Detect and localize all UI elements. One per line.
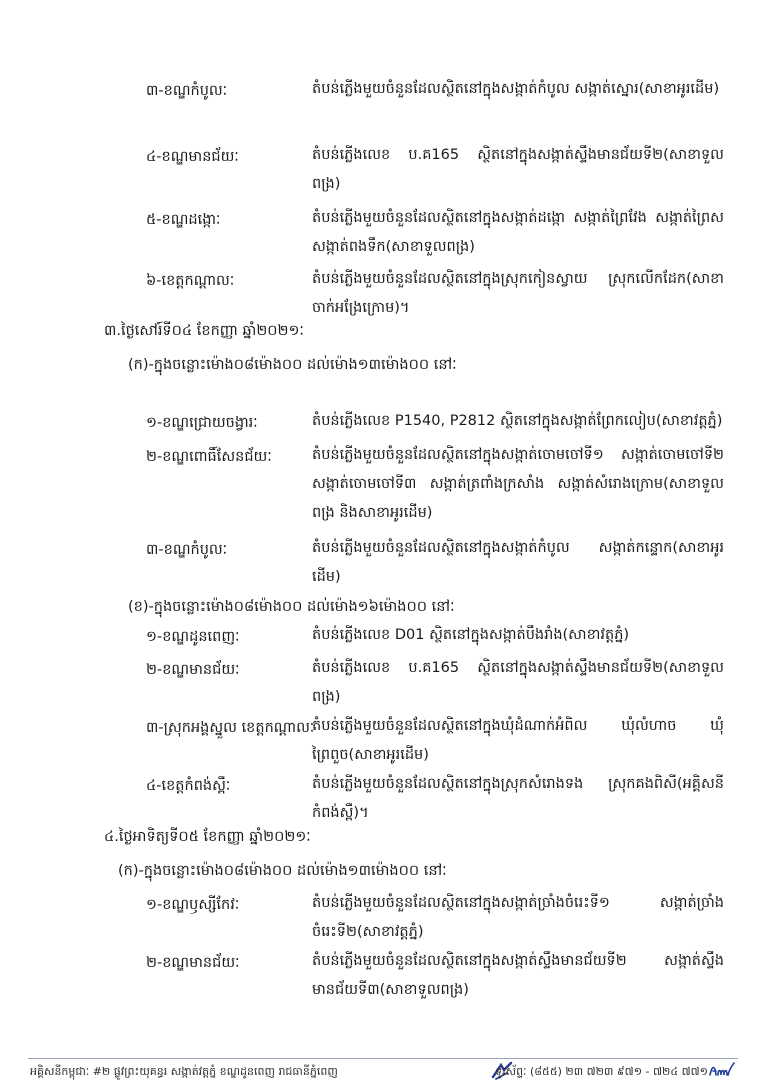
- item-description: តំបន់ភ្លើងមួយចំនួនដែលស្ថិតនៅក្នុងឃុំដំណាក់អំពិល ឃុំលំហាច ឃុំព្រៃពួច(សាខាអូរដើម): [312, 718, 724, 763]
- item-label: ៣-ខណ្ឌកំបូលៈ: [146, 542, 228, 558]
- item-label: ៥-ខណ្ឌដង្កោៈ: [146, 212, 221, 228]
- item-description: តំបន់ភ្លើងលេខ ប.គ165 ស្ថិតនៅក្នុងសង្កាត់ស្ទឹងមានជ័យទី២(សាខាទួលពង្រ): [312, 660, 724, 705]
- item-label: ៤-ខណ្ឌមានជ័យៈ: [146, 149, 239, 165]
- item-label: ៣-ស្រុកអង្គស្នួល ខេត្តកណ្តាលៈ: [146, 720, 315, 736]
- item-label: ២-ខណ្ឌមានជ័យៈ: [146, 662, 240, 678]
- item-description: តំបន់ភ្លើងលេខ ប.គ165 ស្ថិតនៅក្នុងសង្កាត់ស្ទឹងមានជ័យទី២(សាខាទួលពង្រ): [312, 147, 724, 192]
- item-description: តំបន់ភ្លើងលេខ P1540, P2812 ស្ថិតនៅក្នុងសង្កាត់ព្រែកលៀប(សាខាវត្តភ្នំ): [312, 413, 723, 429]
- item-description: តំបន់ភ្លើងលេខ D01 ស្ថិតនៅក្នុងសង្កាត់បឹងរាំង(សាខាវត្តភ្នំ): [312, 627, 630, 643]
- section-heading: ៤.ថ្ងៃអាទិត្យទី០៥ ខែកញ្ញា ឆ្នាំ២០២១ៈ: [104, 829, 311, 845]
- footer-phone: ទូរស័ព្ទៈ (៨៥៥) ២៣ ៧២៣ ៩៧១ - ៧២៤ ៧៧១: [495, 1065, 708, 1078]
- page-footer: [28, 1058, 738, 1087]
- item-label: ៦-ខេត្តកណ្តាលៈ: [146, 273, 235, 289]
- item-description: តំបន់ភ្លើងមួយចំនួនដែលស្ថិតនៅក្នុងស្រុកសំរោងទង ស្រុកគងពិសី(អគ្គិសនីកំពង់ស្ពឺ)។: [312, 776, 724, 821]
- item-description: តំបន់ភ្លើងមួយចំនួនដែលស្ថិតនៅក្នុងសង្កាត់ស្ទឹងមានជ័យទី២ សង្កាត់ស្ទឹងមានជ័យទី៣(សាខាទួលពង្រ): [312, 953, 724, 998]
- item-label: ២-ខណ្ឌមានជ័យៈ: [146, 955, 240, 971]
- item-label: ៣-ខណ្ឌកំបូលៈ: [146, 83, 228, 99]
- item-label: ១-ខណ្ឌឫស្សីកែវៈ: [146, 897, 240, 913]
- item-description: តំបន់ភ្លើងមួយចំនួនដែលស្ថិតនៅក្នុងសង្កាត់ដង្កោ សង្កាត់ព្រៃវែង សង្កាត់ព្រៃស សង្កាត់ពងទឹក(សាខាទួលពង្រ): [312, 210, 724, 255]
- item-description: តំបន់ភ្លើងមួយចំនួនដែលស្ថិតនៅក្នុងស្រុកកៀនស្វាយ ស្រុកលើកដែក(សាខាចាក់អង្រែក្រោម)។: [312, 271, 724, 316]
- handwritten-initials: [708, 1061, 736, 1082]
- item-description: តំបន់ភ្លើងមួយចំនួនដែលស្ថិតនៅក្នុងសង្កាត់ចោមចៅទី១ សង្កាត់ចោមចៅទី២ សង្កាត់ចោមចៅទី៣ សង្កាត់ត្រពាំងក្រសាំង សង្កាត់សំរោងក្រោម(សាខាទួលពង្រ និងសាខាអូរដើម): [312, 447, 724, 521]
- item-description: តំបន់ភ្លើងមួយចំនួនដែលស្ថិតនៅក្នុងសង្កាត់កំបូល សង្កាត់កន្ទោក(សាខាអូរដើម): [312, 540, 724, 585]
- time-slot-heading: (ក)-ក្នុងចន្លោះម៉ោង០៨ម៉ោង០០ ដល់ម៉ោង១៣ម៉ោង០០ នៅៈ: [128, 357, 457, 373]
- item-label: ៤-ខេត្តកំពង់ស្ពឺៈ: [146, 778, 231, 794]
- item-label: ១-ខណ្ឌដូនពេញៈ: [146, 629, 240, 645]
- item-label: ១-ខណ្ឌជ្រោយចង្វារៈ: [146, 415, 258, 431]
- footer-address: អគ្គិសនីកម្ពុជាៈ #២ ផ្លូវព្រះយុគន្ធរ សង្កាត់វត្តភ្នំ ខណ្ឌដូនពេញ រាជធានីភ្នំពេញ: [30, 1065, 338, 1078]
- item-label: ២-ខណ្ឌពោធិ៍សែនជ័យៈ: [146, 449, 272, 465]
- time-slot-heading: (ក)-ក្នុងចន្លោះម៉ោង០៨ម៉ោង០០ ដល់ម៉ោង១៣ម៉ោង០០ នៅៈ: [118, 863, 447, 879]
- item-description: តំបន់ភ្លើងមួយចំនួនដែលស្ថិតនៅក្នុងសង្កាត់កំបូល សង្កាត់ស្នោរ(សាខាអូរដើម): [312, 81, 720, 97]
- time-slot-heading: (ខ)-ក្នុងចន្លោះម៉ោង០៨ម៉ោង០០ ដល់ម៉ោង១៦ម៉ោង០០ នៅៈ: [128, 599, 455, 615]
- section-heading: ៣.ថ្ងៃសៅរ៍ទី០៤ ខែកញ្ញា ឆ្នាំ២០២១ៈ: [104, 323, 304, 339]
- item-description: តំបន់ភ្លើងមួយចំនួនដែលស្ថិតនៅក្នុងសង្កាត់ច្រាំងចំរេះទី១ សង្កាត់ច្រាំងចំរេះទី២(សាខាវត្តភ្នំ): [312, 895, 724, 940]
